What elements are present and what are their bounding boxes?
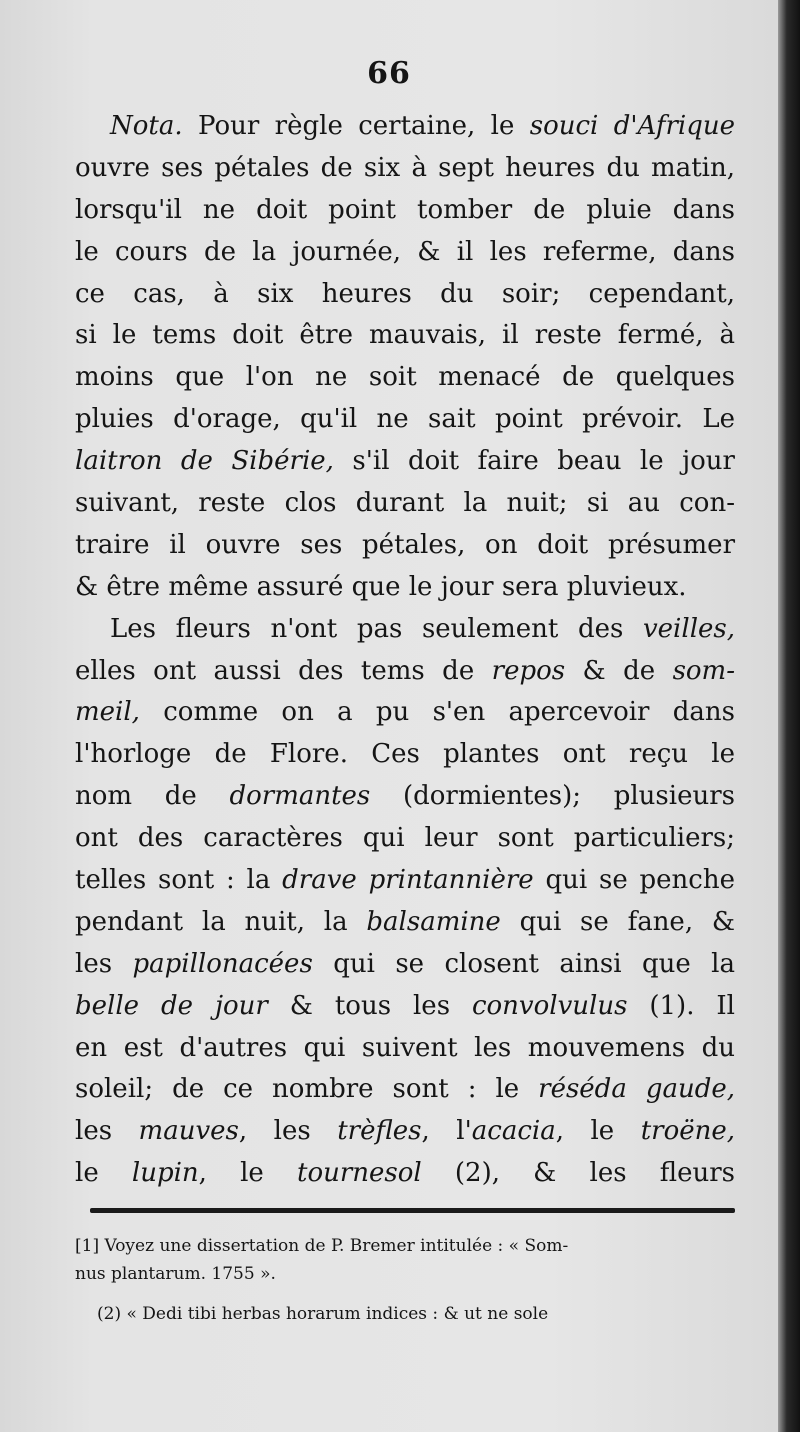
italic-term: trèfles bbox=[337, 1116, 422, 1147]
text-line bbox=[75, 902, 735, 944]
italic-term: balsamine bbox=[366, 906, 501, 937]
text-line bbox=[75, 1153, 735, 1195]
italic-term: drave printannière bbox=[282, 865, 534, 896]
text-run: & être même assuré que le jour sera pluvieux. bbox=[75, 571, 687, 602]
text-run: , le bbox=[198, 1158, 297, 1189]
text-line bbox=[75, 315, 735, 357]
text-run: suivant, reste clos durant la nuit; si au con- bbox=[75, 488, 735, 519]
italic-term: laitron de Sibérie, bbox=[75, 446, 334, 477]
text-run: Les fleurs n'ont pas seulement des bbox=[110, 613, 643, 644]
text-run: lorsqu'il ne doit point tomber de pluie dans bbox=[75, 194, 735, 225]
text-run: (2), & les fleurs bbox=[421, 1158, 735, 1189]
text-run: & tous les bbox=[267, 990, 472, 1021]
text-run: en est d'autres qui suivent les mouvemens du bbox=[75, 1032, 735, 1063]
text-line bbox=[75, 776, 735, 818]
text-line bbox=[75, 860, 735, 902]
footnote-line: [1] Voyez une dissertation de P. Bremer intitulée : « Som- bbox=[75, 1236, 569, 1256]
italic-term: belle de jour bbox=[75, 990, 268, 1021]
text-run: ouvre ses pétales de six à sept heures du matin, bbox=[75, 152, 735, 183]
text-run: pluies d'orage, qu'il ne sait point prévoir. Le bbox=[75, 404, 735, 435]
italic-term: meil, bbox=[75, 697, 140, 728]
text-line bbox=[75, 483, 735, 525]
text-line bbox=[75, 274, 735, 316]
text-line bbox=[75, 818, 735, 860]
text-line bbox=[75, 1069, 735, 1111]
text-line bbox=[75, 525, 735, 567]
footnotes bbox=[75, 1232, 735, 1328]
text-run: le cours de la journée, & il les referme, dans bbox=[75, 236, 735, 267]
body-text bbox=[75, 106, 735, 1195]
text-run: s'il doit faire beau le jour bbox=[333, 446, 735, 477]
text-line bbox=[75, 190, 735, 232]
book-spine-shadow bbox=[778, 0, 800, 1432]
text-line bbox=[75, 986, 735, 1028]
text-line bbox=[75, 1028, 735, 1070]
italic-term: souci d'Afrique bbox=[529, 111, 735, 141]
italic-term: dormantes bbox=[229, 781, 371, 812]
text-line bbox=[75, 232, 735, 274]
text-run: elles ont aussi des tems de bbox=[75, 655, 492, 686]
italic-term: Nota. bbox=[110, 111, 183, 141]
text-run: , le bbox=[555, 1116, 641, 1147]
italic-term: som- bbox=[672, 655, 735, 686]
italic-term: réséda gaude, bbox=[538, 1074, 735, 1105]
italic-term: convolvulus bbox=[471, 990, 628, 1021]
text-run: moins que l'on ne soit menacé de quelques bbox=[75, 362, 735, 393]
text-run: les bbox=[75, 1116, 139, 1147]
text-run: Pour règle certaine, le bbox=[182, 111, 530, 141]
text-run: & de bbox=[565, 655, 673, 686]
text-run: telles sont : la bbox=[75, 865, 283, 896]
page-number: 66 bbox=[367, 56, 411, 91]
text-run: l'horloge de Flore. Ces plantes ont reçu le bbox=[75, 739, 735, 770]
text-line bbox=[75, 567, 735, 609]
text-run: (dormientes); plusieurs bbox=[370, 781, 735, 812]
text-run: , l' bbox=[421, 1116, 472, 1147]
footnote-line: (2) « Dedi tibi herbas horarum indices : & ut ne sole bbox=[97, 1304, 549, 1324]
italic-term: repos bbox=[491, 655, 566, 686]
text-line bbox=[75, 651, 735, 693]
text-line bbox=[75, 692, 735, 734]
text-run: soleil; de ce nombre sont : le bbox=[75, 1074, 539, 1105]
text-line bbox=[75, 399, 735, 441]
footnote-line: nus plantarum. 1755 ». bbox=[75, 1264, 276, 1284]
text-line bbox=[75, 106, 735, 148]
text-line bbox=[75, 944, 735, 986]
text-run: (1). Il bbox=[627, 990, 735, 1021]
text-run: qui se penche bbox=[533, 865, 735, 896]
footnote-divider bbox=[90, 1208, 735, 1213]
text-run: comme on a pu s'en apercevoir dans bbox=[139, 697, 735, 728]
text-run: nom de bbox=[75, 781, 230, 812]
text-line bbox=[75, 148, 735, 190]
text-run: pendant la nuit, la bbox=[75, 906, 367, 937]
text-line bbox=[75, 357, 735, 399]
text-run: qui se closent ainsi que la bbox=[312, 948, 735, 979]
italic-term: papillonacées bbox=[132, 948, 313, 979]
italic-term: tournesol bbox=[297, 1158, 422, 1189]
text-run: traire il ouvre ses pétales, on doit présumer bbox=[75, 529, 735, 560]
italic-term: acacia bbox=[471, 1116, 556, 1147]
text-line bbox=[75, 734, 735, 776]
text-run: le bbox=[75, 1158, 132, 1189]
italic-term: veilles, bbox=[642, 613, 735, 644]
text-line bbox=[75, 441, 735, 483]
text-run: si le tems doit être mauvais, il reste fermé, à bbox=[75, 320, 735, 351]
text-run: qui se fane, & bbox=[500, 906, 736, 937]
text-run: , les bbox=[238, 1116, 338, 1147]
text-run: les bbox=[75, 948, 133, 979]
text-run: ont des caractères qui leur sont particuliers; bbox=[75, 823, 735, 854]
italic-term: mauves bbox=[138, 1116, 239, 1147]
text-run: ce cas, à six heures du soir; cependant, bbox=[75, 278, 735, 309]
italic-term: lupin bbox=[131, 1158, 199, 1189]
text-line bbox=[75, 1111, 735, 1153]
italic-term: troëne, bbox=[640, 1116, 736, 1147]
text-line bbox=[75, 609, 735, 651]
